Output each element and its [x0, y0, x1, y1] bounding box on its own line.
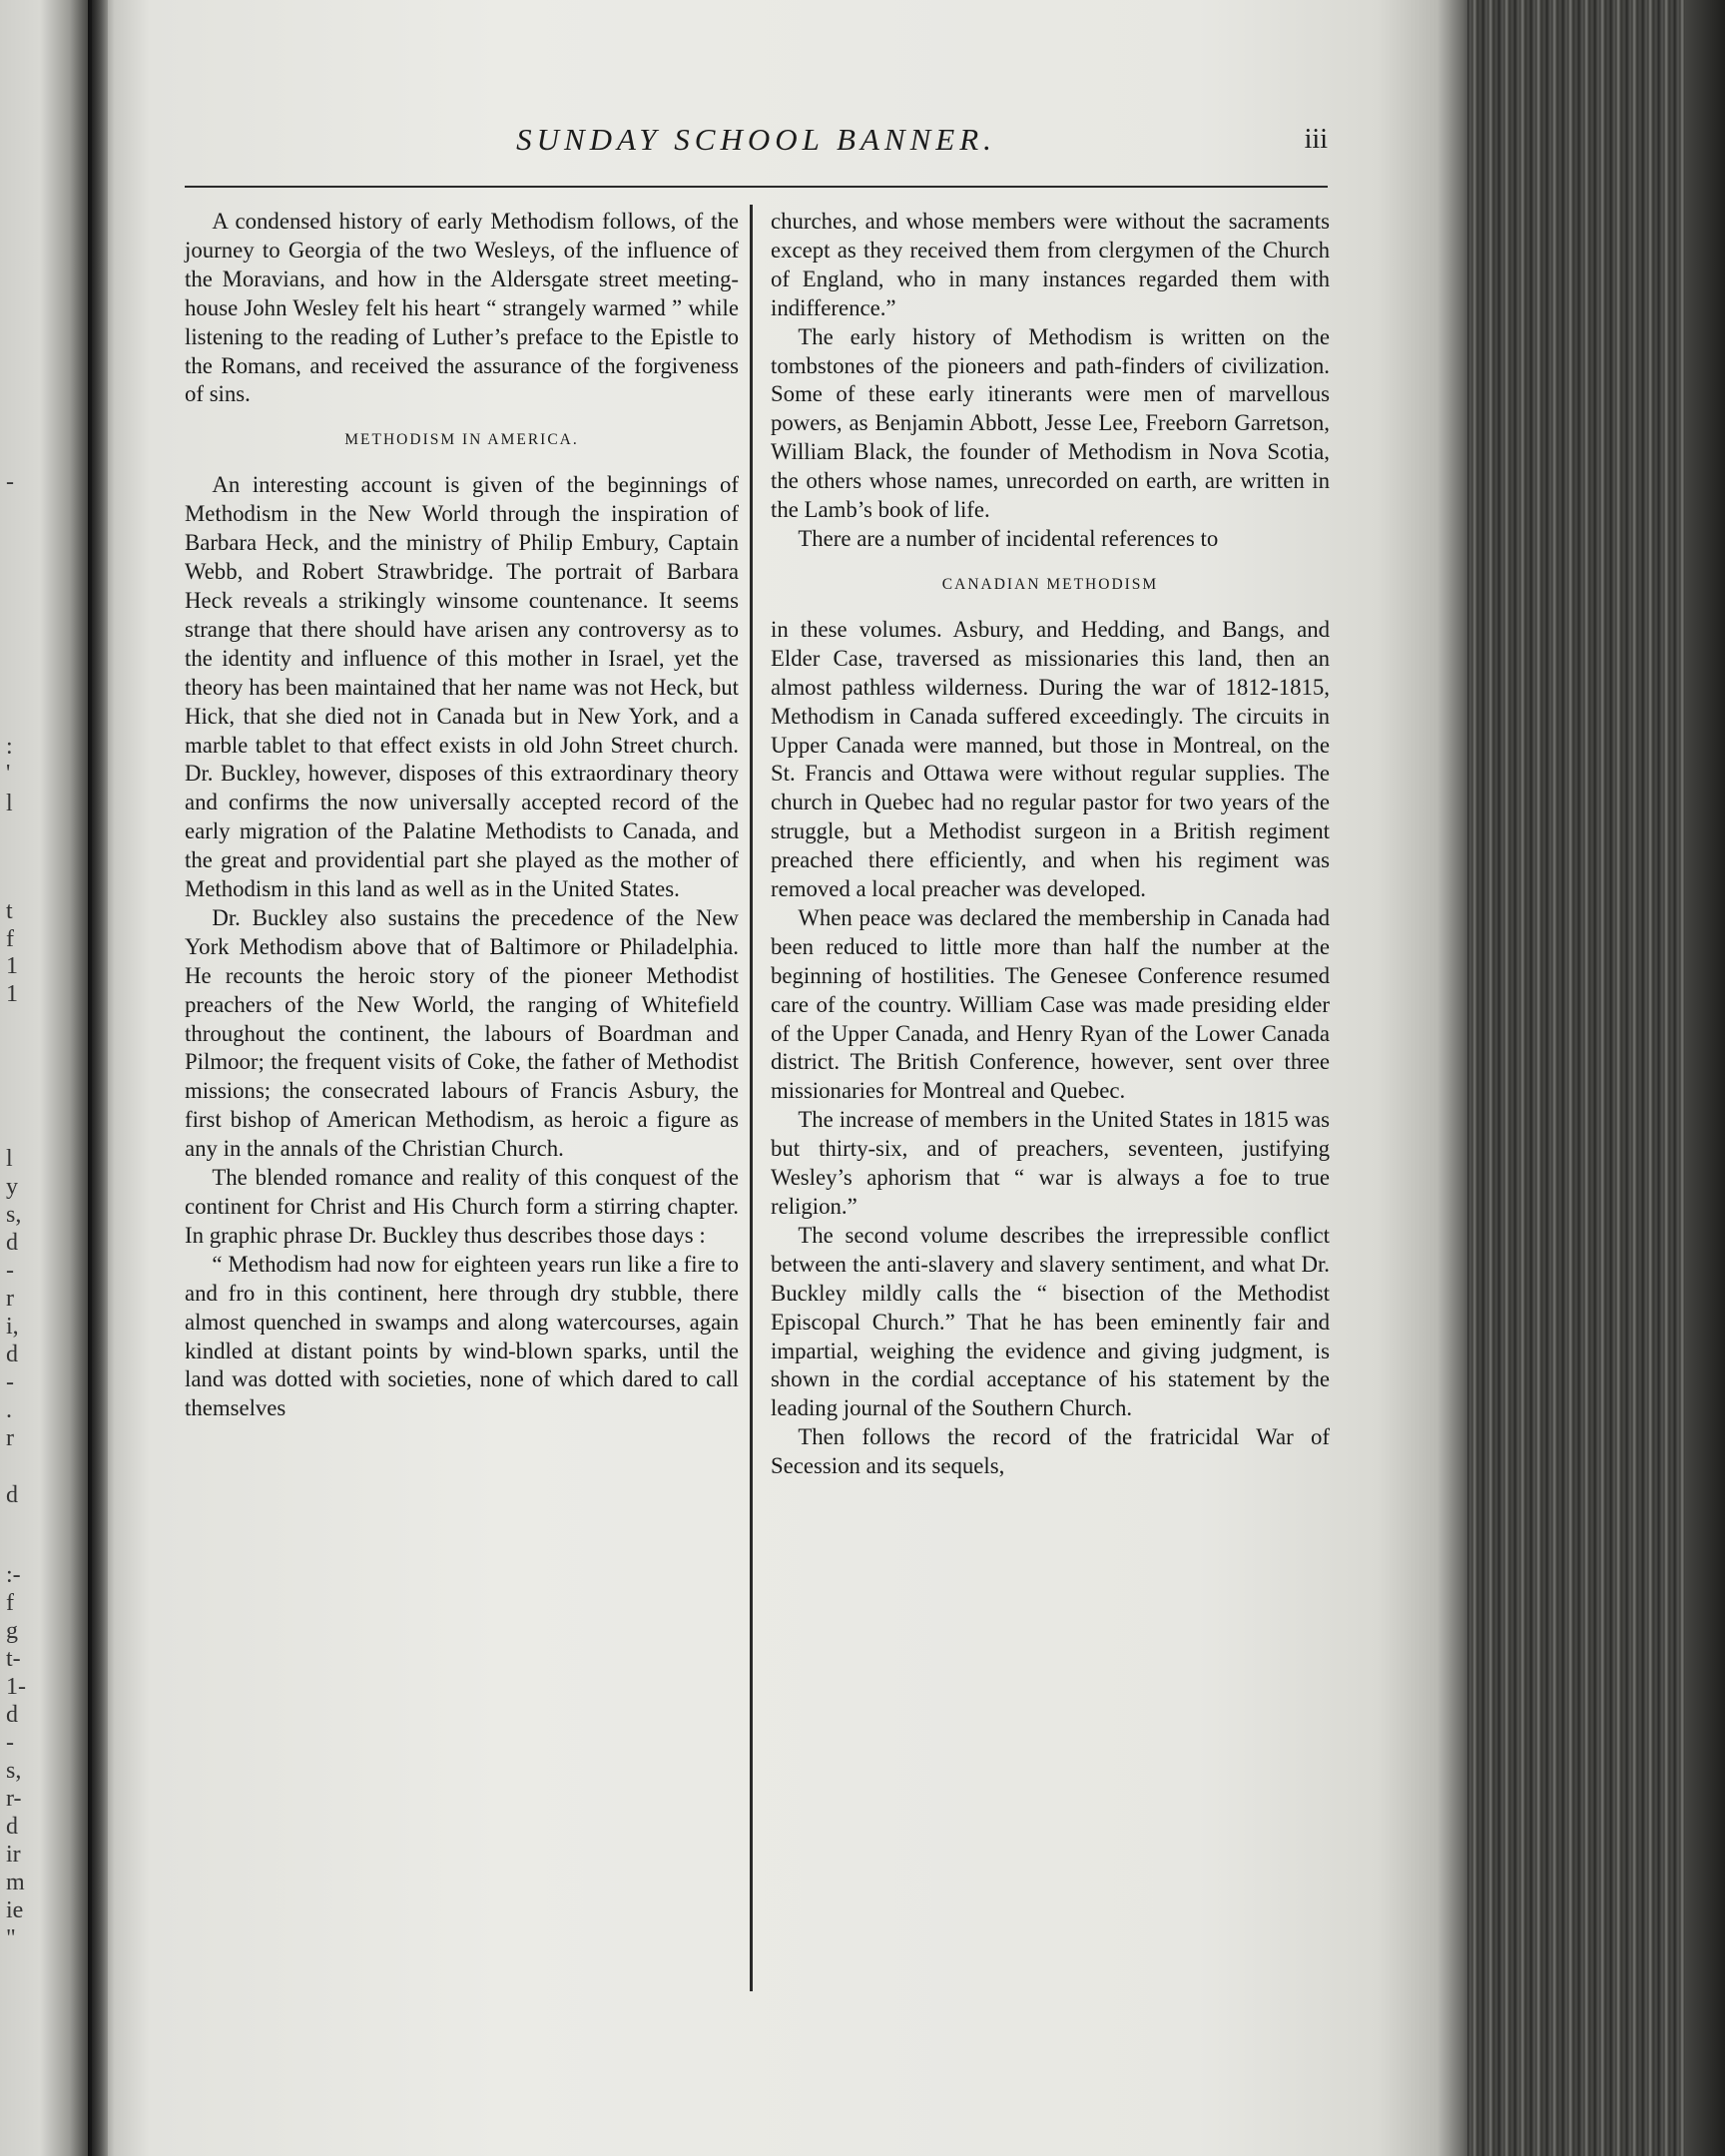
left-column [185, 208, 739, 1423]
paragraph: Then follows the record of the fratricidal War of Secession and its sequels, [771, 1424, 1330, 1479]
paragraph: churches, and whose members were without the sacraments except as they received them from clergymen of the Church of England, who in many instances regarded them with indifference.” [771, 209, 1330, 320]
fragment-text: d [6, 1482, 18, 1508]
fragment-text: d [6, 1230, 18, 1256]
running-title: SUNDAY SCHOOL BANNER. [516, 122, 996, 157]
paragraph: There are a number of incidental references to [798, 525, 1219, 551]
column-divider [750, 205, 753, 1991]
paragraph: The early history of Methodism is written on the tombstones of the pioneers and path-finders of civilization. Some of these early itinerants were men of marvellous powers, as Benjamin Abbott, Jesse Lee, Freeborn Garretson, William Black, the founder of Methodism in Nova Scotia, the others whose names, unrecorded on earth, are written in the Lamb’s book of life. [771, 323, 1330, 523]
header-rule [185, 186, 1328, 188]
right-column [771, 208, 1330, 1481]
section-heading: METHODISM IN AMERICA. [344, 431, 579, 449]
fragment-text: " [6, 1925, 16, 1951]
paragraph: The blended romance and reality of this conquest of the continent for Christ and His Church form a stirring chapter. In graphic phrase Dr. Buckley thus describes those days : [185, 1165, 739, 1248]
fragment-text: r [6, 1286, 14, 1312]
fragment-text: 1 [6, 953, 18, 979]
fragment-text: i, [6, 1314, 19, 1340]
fragment-text: ' [6, 761, 11, 787]
paragraph: in these volumes. Asbury, and Hedding, and Bangs, and Elder Case, traversed as missionaries this land, then an almost pathless wilderness. During the war of 1812-1815, Methodism in Canada suffered exceedingly. The circuits in Upper Canada were manned, but those in Montreal, on the St. Francis and Ottawa were without regular supplies. The church in Quebec had no regular pastor for two years of the struggle, but a Methodist surgeon in a British regiment preached there efficiently, and when his regiment was removed a local preacher was developed. [771, 616, 1330, 902]
fragment-text: l [6, 791, 13, 816]
fragment-text: ir [6, 1842, 21, 1868]
paragraph: Dr. Buckley also sustains the precedence of the New York Methodism above that of Baltimore or Philadelphia. He recounts the heroic story of the pioneer Methodist preachers of the New World, the ranging of Whitefield throughout the continent, the labours of Boardman and Pilmoor; the frequent visits of Coke, the father of Methodist missions; the consecrated labours of Francis Asbury, the first bishop of American Methodism, as heroic a figure as any in the annals of the Christian Church. [185, 904, 739, 1162]
fragment-text: l [6, 1146, 13, 1172]
fragment-text: - [6, 1258, 14, 1284]
fragment-text: - [6, 1369, 14, 1395]
running-head [185, 122, 1328, 178]
fragment-text: s, [6, 1758, 22, 1784]
fragment-text: f [6, 1590, 14, 1616]
paragraph: “ Methodism had now for eighteen years run like a fire to and fro in this continent, here through dry stubble, there almost quenched in swamps and along watercourses, again kindled at distant points by wind-blown sparks, until the land was dotted with societies, none of which dared to call themselves [185, 1251, 739, 1421]
fragment-text: 1 [6, 981, 18, 1007]
fragment-text: r- [6, 1786, 22, 1812]
fragment-text: d [6, 1702, 18, 1728]
gutter-shadow [88, 0, 108, 2156]
fragment-text: m [6, 1870, 25, 1895]
fragment-text: y [6, 1174, 18, 1200]
fragment-text: - [6, 469, 14, 495]
page-number: iii [1304, 124, 1328, 155]
paragraph: When peace was declared the membership in Canada had been reduced to little more than half the number at the beginning of hostilities. The Genesee Conference resumed care of the country. William Case was made presiding elder of the Upper Canada, and Henry Ryan of the Lower Canada district. The British Conference, however, sent over three missionaries for Montreal and Quebec. [771, 904, 1330, 1104]
section-heading: CANADIAN METHODISM [941, 575, 1159, 593]
fragment-text: :- [6, 1562, 21, 1588]
fragment-text: . [6, 1397, 12, 1423]
fragment-text: s, [6, 1202, 22, 1228]
fragment-text: d [6, 1342, 18, 1367]
fragment-text: 1- [6, 1674, 26, 1700]
paragraph: A condensed history of early Methodism follows, of the journey to Georgia of the two Wesleys, of the influence of the Moravians, and how in the Aldersgate street meeting-house John Wesley felt his heart “ strangely warmed ” while listening to the reading of Luther’s preface to the Epistle to the Romans, and received the assurance of the forgiveness of sins. [185, 209, 739, 407]
fragment-text: r [6, 1425, 14, 1451]
facing-page-fragment [0, 0, 92, 2156]
fragment-text: t [6, 898, 13, 924]
book-page-edges [1467, 0, 1725, 2156]
fragment-text: - [6, 1730, 14, 1756]
fragment-text: : [6, 734, 13, 760]
paragraph: An interesting account is given of the beginnings of Methodism in the New World through the inspiration of Barbara Heck, and the ministry of Philip Embury, Captain Webb, and Robert Strawbridge. The portrait of Barbara Heck reveals a strikingly winsome countenance. It seems strange that there should have arisen any controversy as to the identity and influence of this mother in Israel, yet the theory has been maintained that her name was not Heck, but Hick, that she died not in Canada but in New York, and a marble tablet to that effect exists in old John Street church. Dr. Buckley, however, disposes of this extraordinary theory and confirms the now universally accepted record of the early migration of the Palatine Methodists to Canada, and the great and providential part she played as the mother of Methodism in this land as well as in the United States. [185, 472, 739, 902]
fragment-text: g [6, 1618, 18, 1644]
fragment-text: ie [6, 1897, 24, 1923]
paragraph: The second volume describes the irrepressible conflict between the anti-slavery and slavery sentiment, and what Dr. Buckley mildly calls the “ bisection of the Methodist Episcopal Church.” That he has been eminently fair and impartial, weighing the evidence and giving judgment, is shown in the cordial acceptance of his statement by the leading journal of the Southern Church. [771, 1222, 1330, 1421]
paragraph: The increase of members in the United States in 1815 was but thirty-six, and of preachers, seventeen, justifying Wesley’s aphorism that “ war is always a foe to true religion.” [771, 1107, 1330, 1219]
fragment-text: d [6, 1814, 18, 1840]
fragment-text: t- [6, 1646, 21, 1672]
fragment-text: f [6, 926, 14, 952]
